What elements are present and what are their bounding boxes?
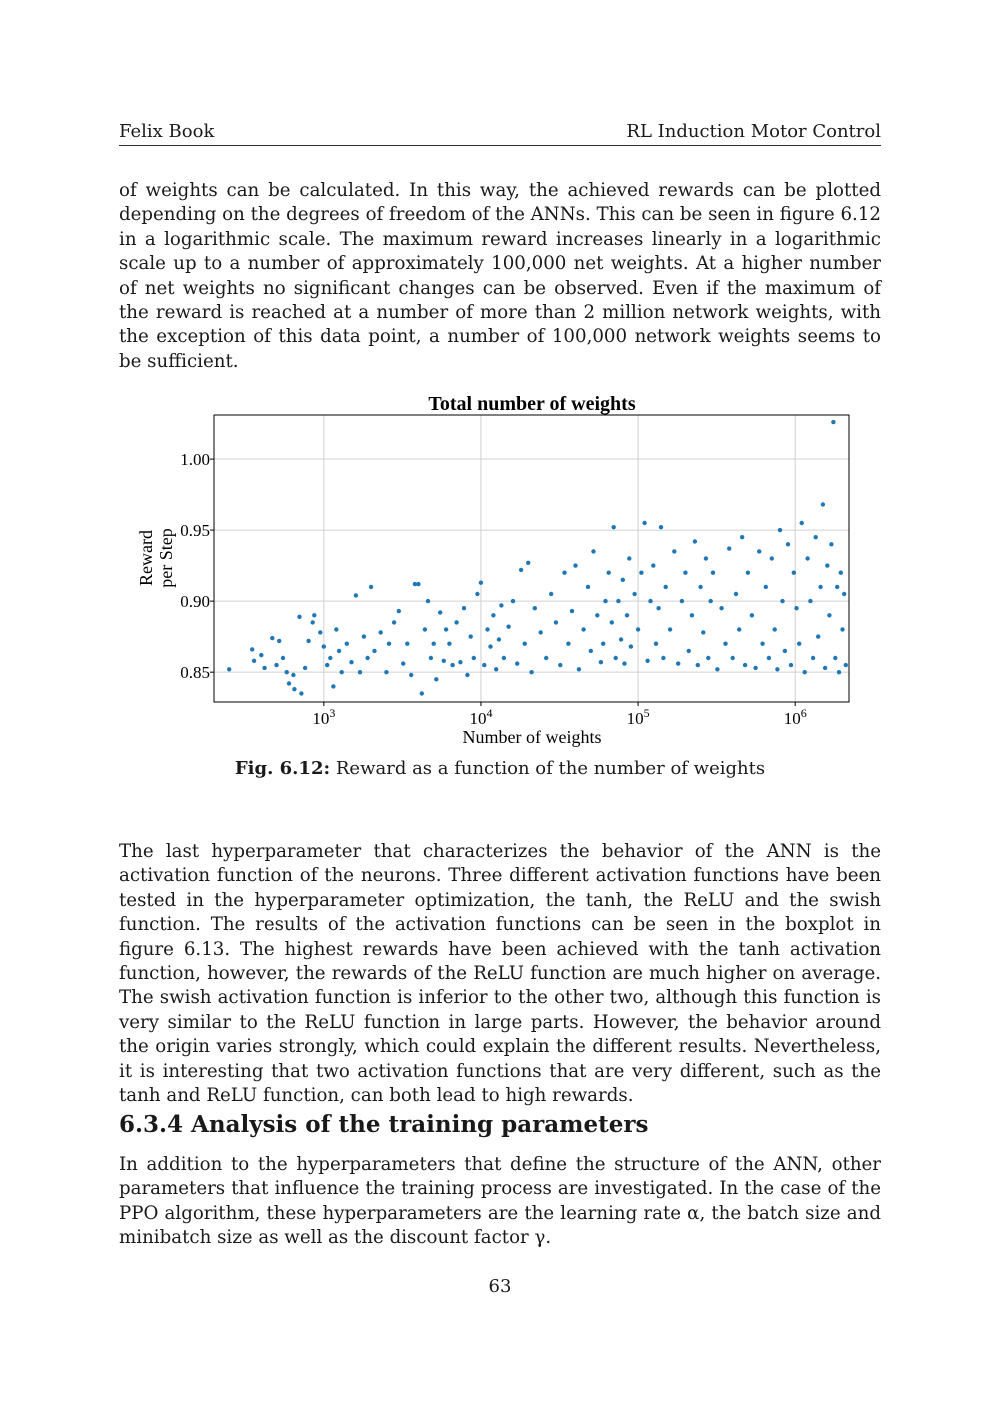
data-point — [462, 606, 466, 610]
data-point — [358, 670, 362, 674]
paragraph-intro: of weights can be calculated. In this way, the achieved rewards can be plotted depending on the degrees of freedom of the ANNs. This can be seen in figure 6.12 in a logarithmic scale. The maximum reward increases linearly in a logarithmic scale up to a number of approximately 100,000 net weights. At a higher number of net weights no significant changes can be observed. Even if the maximum of the reward is reached at a number of more than 2 million network weights, with the exception of this data point, a number of 100,000 network weights seems to be sufficient. — [119, 180, 881, 372]
data-point — [387, 642, 391, 646]
data-point — [369, 585, 373, 589]
data-point — [839, 571, 843, 575]
data-point — [837, 670, 841, 674]
data-point — [731, 656, 735, 660]
data-point — [740, 535, 744, 539]
data-point — [434, 677, 438, 681]
data-point — [306, 639, 310, 643]
data-point — [783, 649, 787, 653]
data-point — [704, 556, 708, 560]
data-point — [696, 663, 700, 667]
data-point — [511, 599, 515, 603]
data-point — [727, 546, 731, 550]
data-point — [711, 571, 715, 575]
data-point — [523, 642, 527, 646]
data-point — [764, 585, 768, 589]
data-point — [709, 599, 713, 603]
data-point — [612, 525, 616, 529]
data-point — [614, 656, 618, 660]
data-point — [835, 585, 839, 589]
data-point — [773, 627, 777, 631]
data-point — [337, 649, 341, 653]
data-point — [416, 582, 420, 586]
data-point — [325, 663, 329, 667]
data-point — [442, 659, 446, 663]
data-point — [706, 656, 710, 660]
data-point — [648, 599, 652, 603]
data-point — [297, 615, 301, 619]
data-point — [558, 663, 562, 667]
data-point — [438, 610, 442, 614]
data-point — [829, 542, 833, 546]
data-point — [821, 502, 825, 506]
y-axis — [180, 450, 214, 682]
data-point — [562, 571, 566, 575]
data-point — [354, 593, 358, 597]
data-point — [842, 592, 846, 596]
data-point — [469, 634, 473, 638]
x-tick-label: $10^3$ — [312, 706, 336, 728]
data-point — [331, 684, 335, 688]
data-point — [743, 663, 747, 667]
chart-title: Total number of weights — [428, 393, 636, 415]
data-point — [447, 642, 451, 646]
x-tick-exponent: 4 — [486, 706, 493, 720]
data-point — [672, 549, 676, 553]
chart-points — [227, 420, 848, 696]
data-point — [485, 627, 489, 631]
data-point — [482, 663, 486, 667]
y-tick-label: 0.90 — [180, 592, 210, 612]
data-point — [426, 599, 430, 603]
data-point — [823, 666, 827, 670]
data-point — [345, 642, 349, 646]
data-point — [311, 620, 315, 624]
data-point — [586, 585, 590, 589]
data-point — [610, 620, 614, 624]
data-point — [515, 661, 519, 665]
data-point — [645, 659, 649, 663]
data-point — [698, 585, 702, 589]
data-point — [554, 620, 558, 624]
data-point — [780, 599, 784, 603]
data-point — [616, 599, 620, 603]
data-point — [690, 613, 694, 617]
data-point — [770, 556, 774, 560]
data-point — [488, 644, 492, 648]
data-point — [573, 563, 577, 567]
data-point — [259, 653, 263, 657]
data-point — [334, 627, 338, 631]
data-point — [808, 599, 812, 603]
data-point — [792, 571, 796, 575]
data-point — [659, 525, 663, 529]
data-point — [833, 656, 837, 660]
data-point — [805, 556, 809, 560]
plot-frame — [214, 415, 849, 702]
data-point — [533, 606, 537, 610]
data-point — [767, 656, 771, 660]
data-point — [786, 542, 790, 546]
data-point — [814, 535, 818, 539]
data-point — [632, 592, 636, 596]
data-point — [322, 644, 326, 648]
data-point — [458, 660, 462, 664]
data-point — [719, 606, 723, 610]
data-point — [601, 642, 605, 646]
data-point — [392, 620, 396, 624]
data-point — [274, 663, 278, 667]
data-point — [595, 613, 599, 617]
data-point — [661, 656, 665, 660]
data-point — [250, 647, 254, 651]
x-tick-exponent: 5 — [643, 706, 650, 720]
data-point — [656, 606, 660, 610]
data-point — [318, 630, 322, 634]
data-point — [676, 661, 680, 665]
data-point — [668, 627, 672, 631]
data-point — [827, 613, 831, 617]
data-point — [599, 660, 603, 664]
data-point — [506, 625, 510, 629]
data-point — [737, 627, 741, 631]
data-point — [262, 666, 266, 670]
data-point — [625, 613, 629, 617]
data-point — [778, 528, 782, 532]
data-point — [622, 661, 626, 665]
data-point — [529, 670, 533, 674]
data-point — [844, 663, 848, 667]
data-point — [757, 549, 761, 553]
data-point — [270, 636, 274, 640]
data-point — [549, 592, 553, 596]
data-point — [291, 673, 295, 677]
figure-caption-text: Reward as a function of the number of weights — [335, 758, 766, 779]
header-title: RL Induction Motor Control — [626, 121, 881, 142]
data-point — [409, 673, 413, 677]
data-point — [252, 659, 256, 663]
data-point — [365, 656, 369, 660]
data-point — [277, 639, 281, 643]
data-point — [502, 656, 506, 660]
data-point — [349, 660, 353, 664]
data-point — [491, 613, 495, 617]
data-point — [566, 642, 570, 646]
data-point — [299, 691, 303, 695]
data-point — [800, 521, 804, 525]
data-point — [734, 592, 738, 596]
data-point — [753, 666, 757, 670]
data-point — [227, 667, 231, 671]
y-tick-label: 0.85 — [180, 663, 210, 683]
page-number: 63 — [488, 1276, 512, 1297]
data-point — [642, 521, 646, 525]
data-point — [621, 578, 625, 582]
data-point — [303, 666, 307, 670]
data-point — [581, 627, 585, 631]
data-point — [340, 670, 344, 674]
data-point — [831, 420, 835, 424]
data-point — [701, 630, 705, 634]
data-point — [577, 667, 581, 671]
y-axis-label-line1: Reward — [136, 530, 156, 586]
data-point — [816, 634, 820, 638]
data-point — [544, 656, 548, 660]
y-tick-label: 1.00 — [180, 450, 210, 470]
data-point — [591, 549, 595, 553]
data-point — [519, 568, 523, 572]
figure-caption — [0, 758, 1000, 779]
data-point — [328, 656, 332, 660]
data-point — [789, 663, 793, 667]
data-point — [432, 642, 436, 646]
data-point — [794, 606, 798, 610]
data-point — [450, 663, 454, 667]
data-point — [472, 656, 476, 660]
data-point — [746, 571, 750, 575]
data-point — [651, 563, 655, 567]
y-axis-label-line2: per Step — [156, 528, 176, 588]
data-point — [499, 603, 503, 607]
section-heading: 6.3.4 Analysis of the training parameters — [119, 1111, 649, 1138]
data-point — [603, 599, 607, 603]
data-point — [715, 667, 719, 671]
scatter-figure — [0, 380, 1000, 755]
data-point — [287, 681, 291, 685]
data-point — [818, 585, 822, 589]
data-point — [497, 637, 501, 641]
data-point — [475, 592, 479, 596]
data-point — [664, 585, 668, 589]
y-axis-label — [136, 528, 176, 587]
data-point — [825, 563, 829, 567]
x-axis — [312, 702, 806, 728]
data-point — [479, 581, 483, 585]
data-point — [760, 642, 764, 646]
data-point — [680, 599, 684, 603]
data-point — [639, 571, 643, 575]
data-point — [292, 687, 296, 691]
data-point — [629, 644, 633, 648]
data-point — [687, 649, 691, 653]
data-point — [379, 630, 383, 634]
data-point — [405, 642, 409, 646]
data-point — [494, 667, 498, 671]
x-tick-label: $10^5$ — [626, 706, 650, 728]
data-point — [775, 667, 779, 671]
page-header — [119, 121, 881, 146]
data-point — [454, 620, 458, 624]
data-point — [401, 661, 405, 665]
data-point — [285, 670, 289, 674]
data-point — [372, 649, 376, 653]
data-point — [803, 670, 807, 674]
data-point — [570, 609, 574, 613]
data-point — [362, 634, 366, 638]
data-point — [797, 642, 801, 646]
y-tick-label: 0.95 — [180, 521, 210, 541]
data-point — [619, 637, 623, 641]
data-point — [465, 673, 469, 677]
data-point — [723, 642, 727, 646]
data-point — [693, 539, 697, 543]
data-point — [811, 656, 815, 660]
data-point — [607, 571, 611, 575]
data-point — [420, 691, 424, 695]
data-point — [750, 613, 754, 617]
data-point — [654, 642, 658, 646]
x-tick-exponent: 6 — [800, 706, 807, 720]
figure-label: Fig. 6.12: — [234, 758, 331, 779]
data-point — [281, 656, 285, 660]
data-point — [636, 627, 640, 631]
data-point — [384, 670, 388, 674]
x-tick-label: $10^6$ — [783, 706, 807, 728]
data-point — [526, 561, 530, 565]
x-axis-label: Number of weights — [462, 727, 602, 747]
data-point — [627, 556, 631, 560]
data-point — [589, 649, 593, 653]
data-point — [312, 613, 316, 617]
x-tick-exponent: 3 — [329, 706, 336, 720]
data-point — [423, 627, 427, 631]
data-point — [840, 627, 844, 631]
data-point — [539, 630, 543, 634]
x-tick-label: $10^4$ — [469, 706, 493, 728]
chart-grid — [214, 415, 849, 702]
paragraph-training: In addition to the hyperparameters that define the structure of the ANN, other parameters that influence the training process are investigated. In the case of the PPO algorithm, these hyperparameters are the learning rate α, the batch size and minibatch size as well as the discount factor γ. — [119, 1154, 881, 1249]
data-point — [444, 627, 448, 631]
header-author: Felix Book — [119, 121, 215, 142]
data-point — [397, 609, 401, 613]
data-point — [429, 656, 433, 660]
paragraph-activation: The last hyperparameter that characterizes the behavior of the ANN is the activation function of the neurons. Three different activation functions have been tested in the hyperparameter optimization, the tanh, the ReLU and the swish function. The results of the activation functions can be seen in the boxplot in figure 6.13. The highest rewards have been achieved with the tanh activation function, however, the rewards of the ReLU function are much higher on average. The swish activation function is inferior to the other two, although this function is very similar to the ReLU function in large parts. However, the behavior around the origin varies strongly, which could explain the different results. Nevertheless, it is interesting that two activation functions that are very different, such as the tanh and ReLU function, can both lead to high rewards. — [119, 841, 881, 1107]
data-point — [683, 571, 687, 575]
